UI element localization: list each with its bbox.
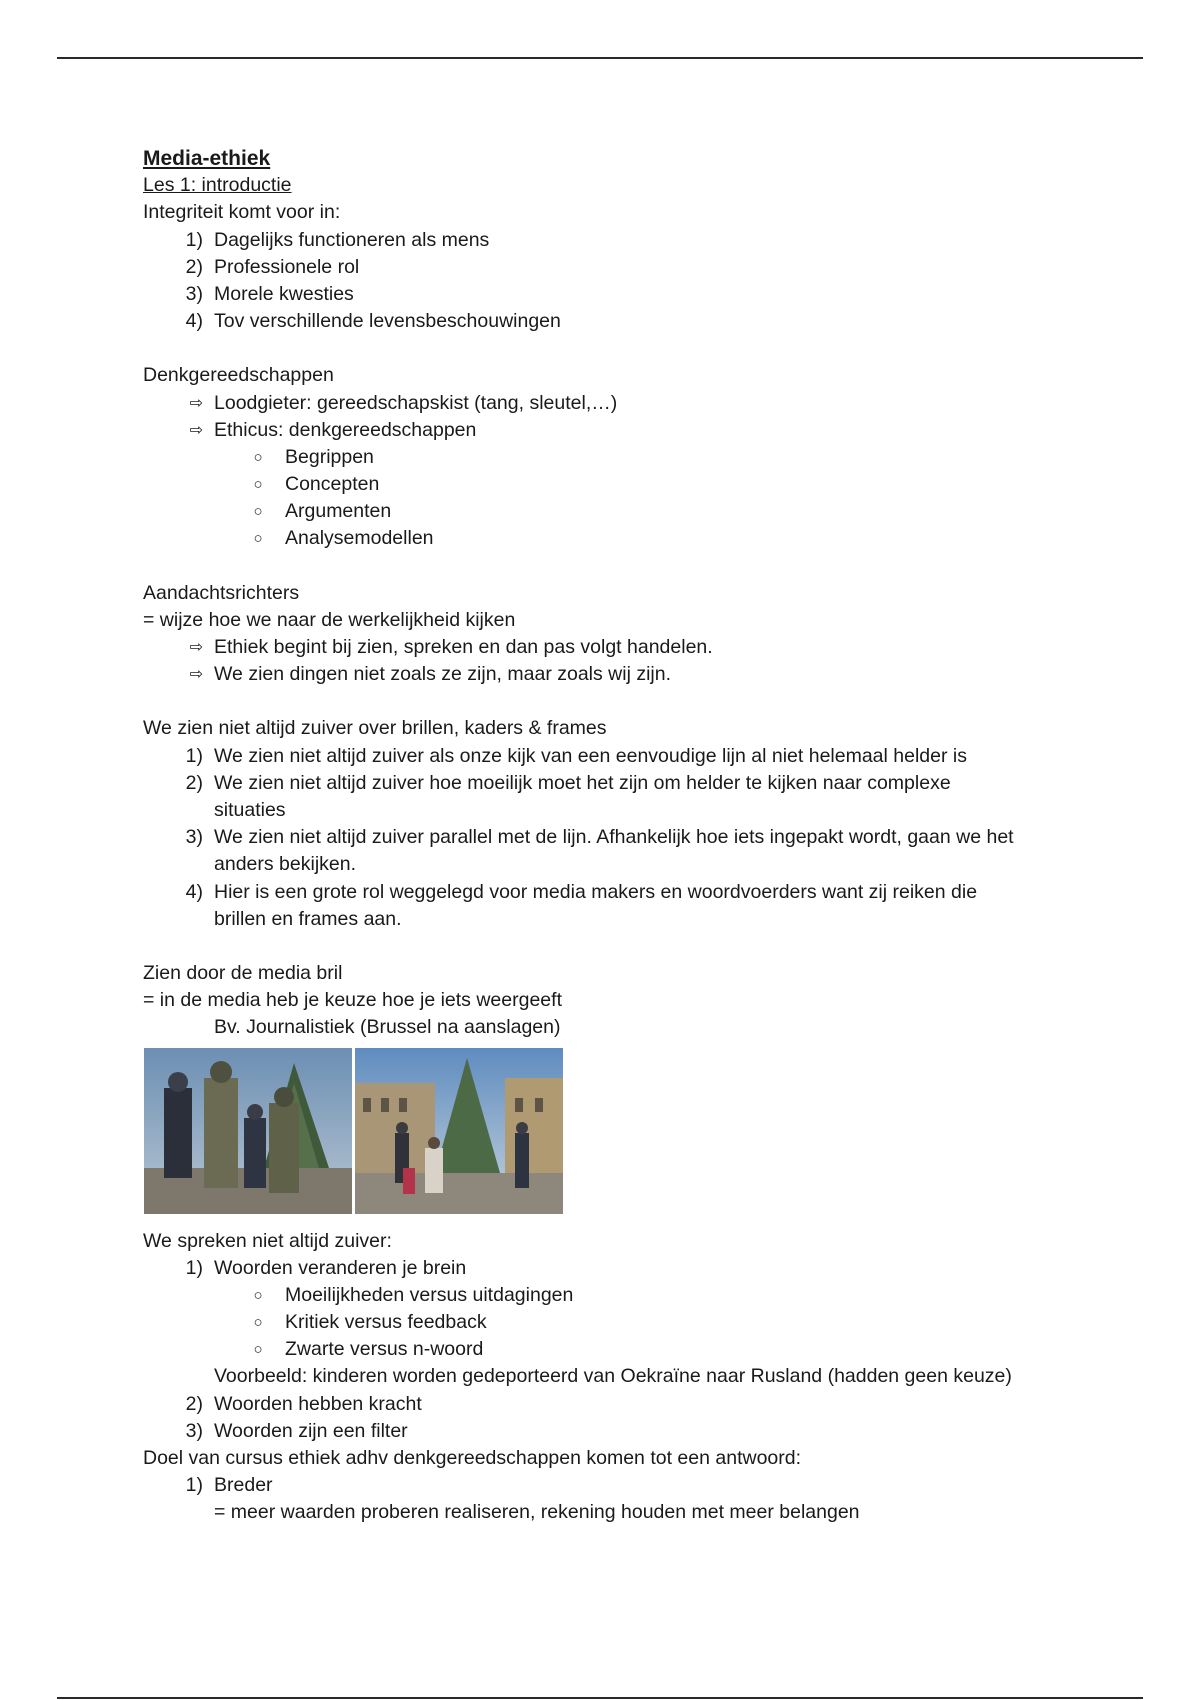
attention-heading: Aandachtsrichters — [143, 581, 300, 604]
sub-item: ○ Kritiek versus feedback — [143, 1309, 1103, 1336]
circle-bullet-icon: ○ — [253, 448, 263, 466]
footer-rule — [57, 1697, 1143, 1699]
goal-definition: = meer waarden proberen realiseren, rekening houden met meer belangen — [214, 1501, 860, 1524]
header-rule — [57, 57, 1143, 59]
tools-heading: Denkgereedschappen — [143, 364, 334, 387]
sub-item: ○ Analysemodellen — [143, 525, 1103, 552]
list-item: 2) Woorden hebben kracht — [185, 1392, 422, 1415]
speaking-heading: We spreken niet altijd zuiver: — [143, 1229, 392, 1252]
arrow-item: ⇨ Ethicus: denkgereedschappen — [143, 417, 1103, 444]
seeing-heading: We zien niet altijd zuiver over brillen, kaders & frames — [143, 717, 607, 740]
list-item: 4) Tov verschillende levensbeschouwingen — [185, 310, 561, 333]
list-item: 1) We zien niet altijd zuiver als onze kijk van een eenvoudige lijn al niet helemaal helder is — [185, 744, 967, 767]
list-item: 3) Morele kwesties — [185, 282, 354, 305]
list-item: 1) Woorden veranderen je brein — [185, 1256, 467, 1279]
arrow-icon: ⇨ — [189, 666, 203, 684]
media-definition: = in de media heb je keuze hoe je iets weergeeft — [143, 989, 562, 1012]
list-item: 1) Breder — [185, 1474, 273, 1497]
arrow-icon: ⇨ — [189, 639, 203, 656]
circle-bullet-icon: ○ — [253, 530, 263, 548]
document-body — [143, 145, 1103, 1527]
speaking-example: Voorbeeld: kinderen worden gedeporteerd van Oekraïne naar Rusland (hadden geen keuze) — [214, 1365, 1012, 1388]
arrow-icon: ⇨ — [189, 421, 203, 439]
goal-heading: Doel van cursus ethiek adhv denkgereedschappen komen tot een antwoord: — [143, 1447, 802, 1470]
list-item: 2) Professionele rol — [185, 255, 360, 278]
document-title: Media-ethiek — [143, 147, 271, 170]
arrow-item: ⇨ We zien dingen niet zoals ze zijn, maar zoals wij zijn. — [143, 661, 1103, 688]
circle-bullet-icon: ○ — [253, 503, 263, 521]
list-item: 1) Dagelijks functioneren als mens — [185, 228, 490, 251]
photo-soldiers — [144, 1048, 352, 1214]
arrow-icon: ⇨ — [189, 394, 203, 412]
circle-bullet-icon: ○ — [253, 1314, 263, 1332]
sub-item: ○ Begrippen — [143, 444, 1103, 471]
attention-definition: = wijze hoe we naar de werkelijkheid kijken — [143, 608, 516, 631]
integrity-heading: Integriteit komt voor in: — [143, 201, 341, 224]
circle-bullet-icon: ○ — [253, 1286, 263, 1304]
photo-square — [355, 1048, 563, 1214]
circle-bullet-icon: ○ — [253, 1341, 263, 1359]
media-example: Bv. Journalistiek (Brussel na aanslagen) — [214, 1016, 561, 1039]
media-heading: Zien door de media bril — [143, 961, 343, 984]
lesson-heading: Les 1: introductie — [143, 174, 292, 197]
list-item: 3) We zien niet altijd zuiver parallel met de lijn. Afhankelijk hoe iets ingepakt wordt, gaan we het anders bekijken. — [185, 826, 1014, 876]
arrow-item: ⇨ Ethiek begint bij zien, spreken en dan pas volgt handelen. — [143, 634, 1103, 661]
list-item: 4) Hier is een grote rol weggelegd voor media makers en woordvoerders want zij reiken die brillen en frames aan. — [185, 880, 978, 930]
list-item: 2) We zien niet altijd zuiver hoe moeilijk moet het zijn om helder te kijken naar complexe situaties — [185, 771, 951, 821]
arrow-item: ⇨ Loodgieter: gereedschapskist (tang, sleutel,…) — [143, 390, 1103, 417]
sub-item: ○ Argumenten — [143, 498, 1103, 525]
circle-bullet-icon: ○ — [253, 476, 263, 494]
sub-item: ○ Zwarte versus n-woord — [143, 1336, 1103, 1363]
photo-pair — [144, 1048, 1103, 1214]
sub-item: ○ Concepten — [143, 471, 1103, 498]
list-item: 3) Woorden zijn een filter — [185, 1419, 408, 1442]
sub-item: ○ Moeilijkheden versus uitdagingen — [143, 1282, 1103, 1309]
